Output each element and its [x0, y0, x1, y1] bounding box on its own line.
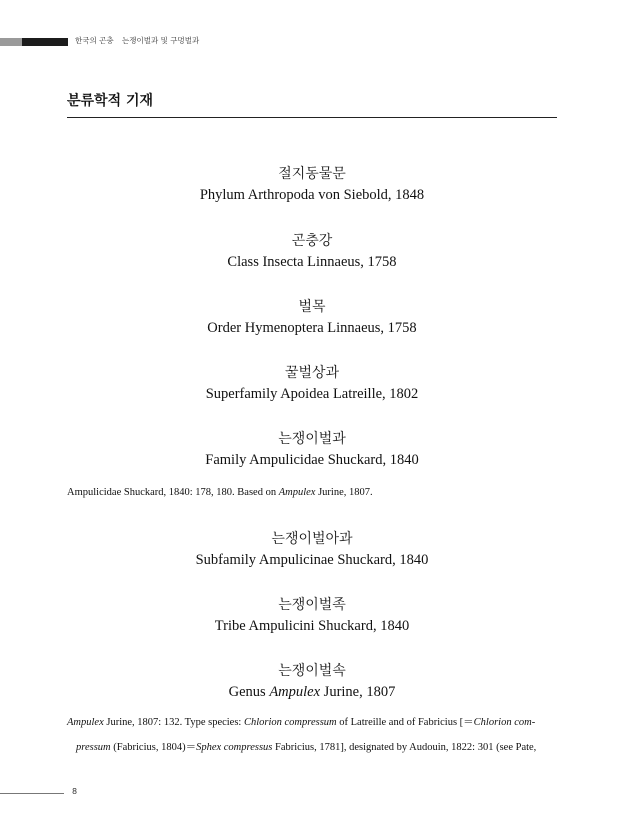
rank-scientific-name: Tribe Ampulicini Shuckard, 1840 [214, 618, 410, 634]
rank-family [67, 430, 557, 469]
rank-scientific-name: Subfamily Ampulicinae Shuckard, 1840 [195, 552, 429, 568]
rank-tribe [67, 596, 557, 635]
rank-class [67, 232, 557, 271]
rank-scientific-name: Phylum Arthropoda von Siebold, 1848 [199, 187, 425, 203]
rank-scientific-name: Class Insecta Linnaeus, 1758 [227, 254, 397, 270]
genus-author: Jurine, 1807 [320, 684, 396, 700]
running-header [75, 35, 205, 46]
genus-note-text: Jurine, 1807: 132. Type species: [103, 717, 244, 728]
genus-prefix: Genus [228, 684, 270, 700]
rank-phylum [67, 165, 557, 204]
genus-synonymy-line-2 [76, 739, 566, 754]
genus-note-italic: Chlorion com- [473, 717, 536, 728]
genus-note-italic: Sphex compressus [196, 742, 273, 753]
rank-korean-name: 꿀벌상과 [284, 365, 340, 381]
rank-subfamily [67, 530, 557, 569]
rank-scientific-name: Family Ampulicidae Shuckard, 1840 [205, 452, 419, 468]
rank-scientific-name: Superfamily Apoidea Latreille, 1802 [205, 386, 419, 402]
genus-note-text: (Fabricius, 1804)＝ [110, 742, 197, 753]
rank-korean-name: 벌목 [298, 299, 326, 315]
rank-order [67, 298, 557, 337]
footer-rule [0, 793, 64, 794]
family-note-author: Jurine, 1807. [315, 487, 373, 498]
genus-note-italic: Chlorion compressum [243, 717, 337, 728]
header-bar-black [22, 38, 68, 46]
rank-superfamily [67, 364, 557, 403]
rank-korean-name: 는쟁이벌속 [278, 663, 346, 679]
rank-korean-name: 절지동물문 [278, 166, 346, 182]
family-note-text: Ampulicidae Shuckard, 1840: 178, 180. Based on [67, 487, 279, 498]
page-number: 8 [72, 787, 78, 796]
genus-synonymy-line-1 [67, 714, 557, 729]
rank-scientific-name [67, 683, 557, 701]
genus-note-text: of Latreille and of Fabricius [＝ [336, 717, 474, 728]
genus-note-italic: Ampulex [67, 717, 104, 728]
family-note-genus: Ampulex [278, 487, 316, 498]
genus-note-text: Fabricius, 1781], designated by Audouin, 1822: 301 (see Pate, [272, 742, 537, 753]
genus-name: Ampulex [269, 684, 321, 700]
header-bar-gray [0, 38, 22, 46]
rank-korean-name: 는쟁이벌족 [278, 597, 346, 613]
rank-korean-name: 곤충강 [291, 233, 333, 249]
rank-korean-name: 는쟁이벌아과 [271, 531, 353, 547]
rank-scientific-name: Order Hymenoptera Linnaeus, 1758 [207, 320, 417, 336]
section-title: 분류학적 기재 [67, 93, 154, 109]
rank-korean-name: 는쟁이벌과 [278, 431, 346, 447]
rank-genus [67, 662, 557, 701]
section-rule [67, 117, 557, 118]
family-synonymy-note [67, 487, 557, 498]
running-header-book: 한국의 곤충 [75, 36, 114, 45]
running-header-volume: 는쟁이벌과 및 구멍벌과 [122, 36, 200, 45]
genus-note-italic: pressum [76, 742, 111, 753]
